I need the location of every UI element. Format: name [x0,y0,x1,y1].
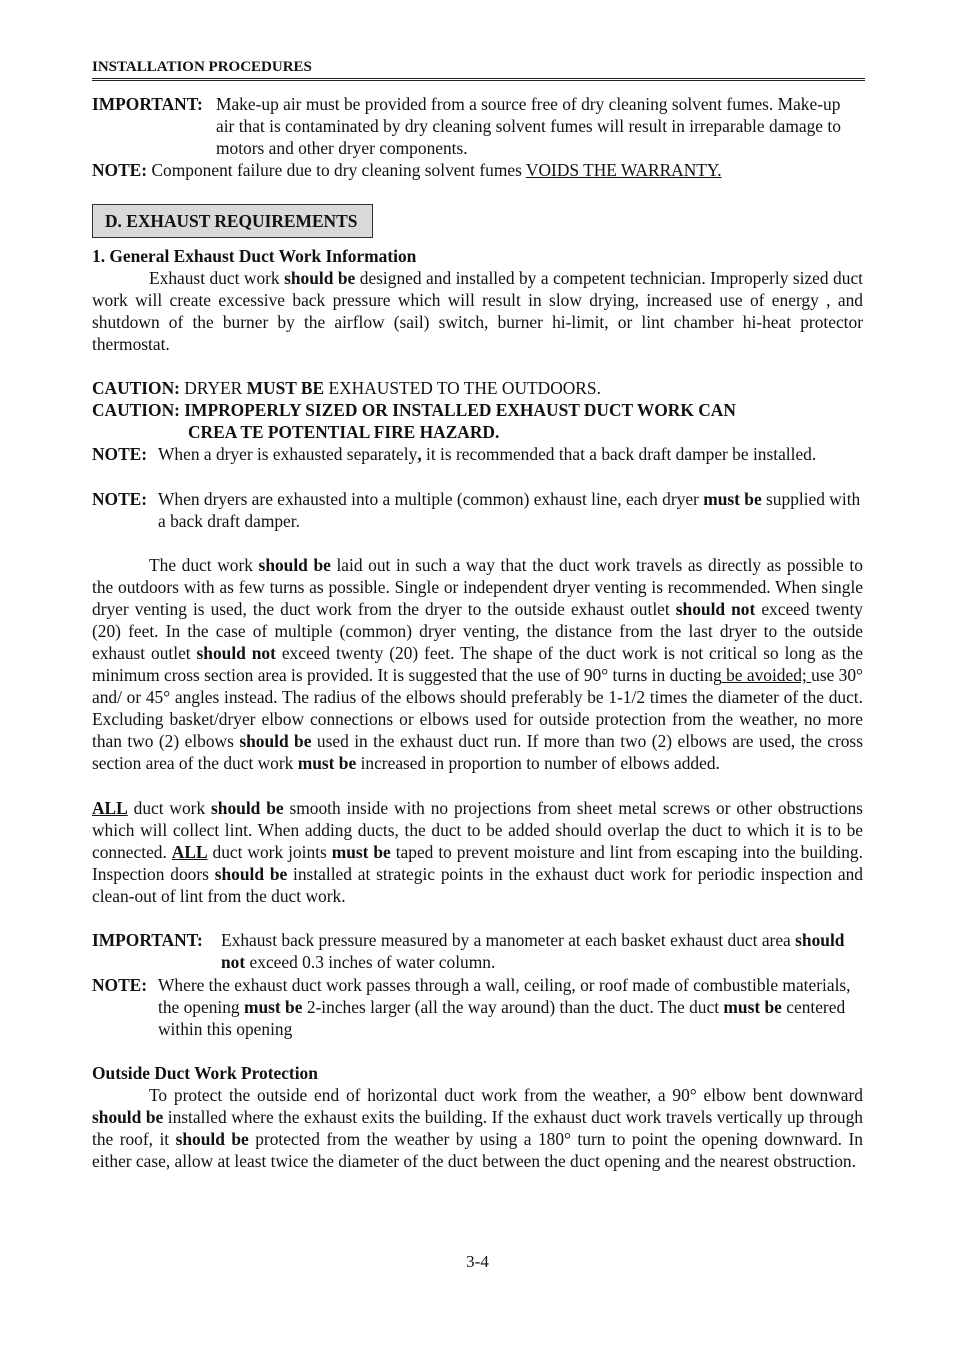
emphasis: should be [258,555,331,575]
important-text: Make-up air must be provided from a source free of dry cleaning solvent fumes. Make-up air that is contaminated by dry cleaning solvent fumes will result in irreparable damage to motors and other dryer components. [216,94,841,158]
section-title: D. EXHAUST REQUIREMENTS [92,204,373,238]
note-common-exhaust [92,488,863,532]
text-run: Exhaust back pressure measured by a manometer at each basket exhaust duct area [221,930,791,950]
emphasis: must be [331,842,391,862]
text-run: supplied with a back draft damper. [158,489,861,531]
duct-smooth-paragraph [92,797,863,907]
text-run: used in the exhaust duct run. If more than two (2) elbows are used, the cross section area of the duct work [92,731,863,773]
outside-heading: Outside Duct Work Protection [92,1063,318,1083]
text-run: installed at strategic points in the exhaust duct work for periodic inspection and clean-out of lint from the duct work. [92,864,863,906]
text-run: laid out in such a way that the duct work travels as directly as possible to the outdoors with as few turns as possible. Single or independent dryer venting is recommended. When single dryer venting is used, the duct work from the dryer to the outside exhaust outlet [92,555,863,619]
text-run: increased in proportion to number of elbows added. [360,753,720,773]
text-run: EXHAUSTED TO THE OUTDOORS. [328,378,601,398]
general-heading: 1. General Exhaust Duct Work Information [92,246,417,266]
emphasis: should not [196,643,276,663]
note-text: Component failure due to dry cleaning solvent fumes [151,160,522,180]
text-run: When a dryer is exhausted separately [158,444,418,464]
emphasis: should be [92,1107,164,1127]
running-head: INSTALLATION PROCEDURES [92,57,865,81]
caution-label: CAUTION: [92,378,180,398]
caution-text-line2: CREA TE POTENTIAL FIRE HAZARD. [188,422,500,442]
important-label: IMPORTANT: [92,930,203,950]
text-run: use 30° and/ or 45° angles instead. The radius of the elbows should preferably be 1-1/2 times the diameter of the duct. Excluding basket/dryer elbow connections or elbows used for outside protection from the weather, no more than two (2) elbows [92,665,864,751]
underlined-emphasis: ALL [171,842,208,862]
back-pressure-notice [92,929,863,973]
text-run: protected from the weather by using a 180° turn to point the opening downward. In either case, allow at least twice the diameter of the duct between the duct opening and the nearest obstruction. [92,1129,863,1171]
text-run: it is recommended that a back draft damper be installed. [426,444,817,464]
important-notice [92,93,863,159]
emphasis: should not [221,930,845,972]
emphasis: must be [243,997,303,1017]
emphasis: , [417,444,422,464]
note-label: NOTE: [92,444,148,464]
emphasis: should be [214,864,288,884]
caution-fire-hazard [92,399,863,443]
text-run: Exhaust duct work [149,268,280,288]
text-run: When dryers are exhausted into a multiple (common) exhaust line, each dryer [158,489,699,509]
underlined-text: be avoided; [721,665,812,685]
text-run: To protect the outside end of horizontal duct work from the weather, a 90° elbow bent downward [149,1085,863,1105]
combustible-note [92,974,863,1040]
underlined-emphasis: ALL [92,798,128,818]
caution-outdoors [92,377,863,399]
note-separate-exhaust [92,443,863,465]
note-label: NOTE: [92,489,148,509]
text-run: taped to prevent moisture and lint from escaping into the building. Inspection doors [92,842,863,884]
general-paragraph [92,267,863,355]
emphasis: should be [239,731,312,751]
text-run: designed and installed by a competent technician. Improperly sized duct work will create excessive back pressure which will result in slow drying, increased use of energy , and shutdown of the burner by the airflow (sail) switch, burner hi-limit, or lint chamber hi-heat protector thermostat. [92,268,863,354]
text-run: The duct work [149,555,253,575]
duct-layout-paragraph [92,554,863,774]
text-run: 2-inches larger (all the way around) than the duct. The duct [306,997,720,1017]
emphasis: must be [723,997,782,1017]
caution-label: CAUTION: [92,400,180,420]
text-run: duct work joints [212,842,327,862]
page-number: 3-4 [466,1252,489,1271]
text-run: centered within this opening [158,997,846,1039]
important-label: IMPORTANT: [92,94,203,114]
warranty-note [92,159,863,181]
text-run: duct work [133,798,206,818]
note-label: NOTE: [92,975,148,995]
text-run: DRYER [184,378,243,398]
text-run: installed where the exhaust exits the building. If the exhaust duct work travels vertically up through the roof, it [92,1107,863,1149]
note-label: NOTE: [92,160,148,180]
emphasis: should be [211,798,284,818]
emphasis: should not [675,599,756,619]
warranty-void-text: VOIDS THE WARRANTY. [525,160,722,180]
text-run: exceed 0.3 inches of water column. [249,952,496,972]
emphasis: must be [297,753,357,773]
emphasis: should be [175,1129,249,1149]
text-run: exceed twenty (20) feet. In the case of multiple (common) dryer venting, the distance from the last dryer to the outside exhaust outlet [92,599,863,663]
emphasis: should be [284,268,356,288]
text-run: smooth inside with no projections from sheet metal screws or other obstructions which will collect lint. When adding ducts, the duct to be added should overlap the duct to which it is to be connected. [92,798,863,862]
text-run: exceed twenty (20) feet. The shape of the duct work is not critical so long as the minimum cross section area is provided. It is suggested that the use of 90° turns in ducting [92,643,864,685]
emphasis: MUST BE [246,378,325,398]
text-run: Where the exhaust duct work passes through a wall, ceiling, or roof made of combustible materials, the opening [158,975,851,1017]
outside-paragraph [92,1084,863,1172]
emphasis: must be [703,489,762,509]
caution-text-line1: IMPROPERLY SIZED OR INSTALLED EXHAUST DUCT WORK CAN [184,400,736,420]
